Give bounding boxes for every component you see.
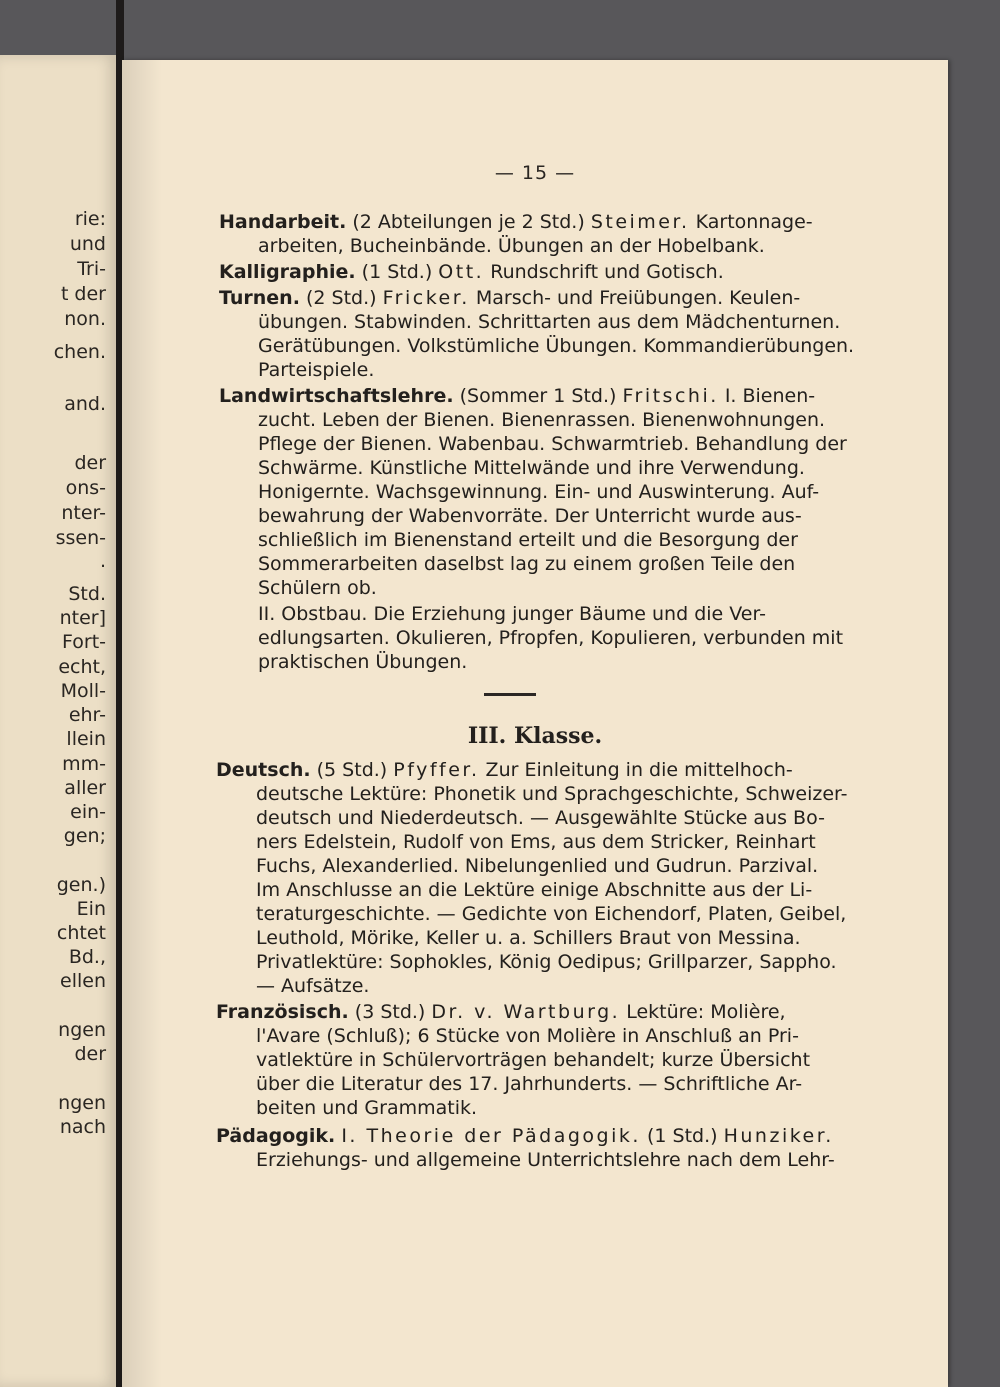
deutsch-line-5: Fuchs, Alexanderlied. Nibelungenlied und Gudrun. Parzival. [256,855,819,877]
landwirtschaft-line-8: Sommerarbeiten daselbst lag zu einem großen Teile den [258,553,796,575]
left-page-fragment: ngen [58,1019,106,1041]
body-text: Rundschrift und Gotisch. [490,261,724,283]
deutsch-line-3: deutsch und Niederdeutsch. — Ausgewählte Stücke aus Bo- [256,807,825,829]
hours-text: (1 Std.) [646,1125,718,1147]
handarbeit-line-1 [219,210,813,234]
paedagogik-line-2: Erziehungs- und allgemeine Unterrichtslehre nach dem Lehr- [256,1149,835,1171]
left-page-fragment: Ein [76,898,106,920]
left-page-fragment: der [74,452,106,474]
kalligraphie-line-1 [219,260,724,284]
teacher-name: Ott. [438,261,485,283]
deutsch-line-2: deutsche Lektüre: Phonetik und Sprachgeschichte, Schweizer- [256,783,848,805]
left-page-fragment: llein [66,728,106,750]
left-page-fragment: nach [59,1116,106,1138]
class-heading: III. Klasse. [467,723,603,749]
body-text: Marsch- und Freiübungen. Keulen- [475,287,801,309]
subject-label: Landwirtschaftslehre. [219,385,454,407]
left-page-fragment: nter- [61,502,106,524]
landwirtschaft-line-6: bewahrung der Wabenvorräte. Der Unterricht wurde aus- [258,505,802,527]
subject-label: Handarbeit. [219,211,347,233]
franzoesisch-line-5: beiten und Grammatik. [256,1097,478,1119]
paedagogik-line-1 [216,1124,834,1148]
teacher-name: Fritschi. [622,385,719,407]
handarbeit-line-2: arbeiten, Bucheinbände. Übungen an der Hobelbank. [258,235,765,257]
turnen-line-3: Gerätübungen. Volkstümliche Übungen. Kommandierübungen. [258,335,855,357]
left-page-fragment: gen; [63,825,106,847]
left-page-fragment: and. [64,393,106,415]
franzoesisch-line-4: über die Literatur des 17. Jahrhunderts. — Schriftliche Ar- [256,1073,803,1095]
teacher-name: Fricker. [382,287,470,309]
left-page-fragment: ngen [58,1092,106,1114]
hours-text: (2 Std.) [305,287,377,309]
left-page-fragment: gen.) [56,874,106,896]
left-page-fragment: chen. [53,341,106,363]
hours-text: (1 Std.) [361,261,433,283]
left-page-fragment: ellen [60,970,106,992]
landwirtschaft-line-2: zucht. Leben der Bienen. Bienenrassen. Bienenwohnungen. [258,409,826,431]
body-text: Kartonnage- [695,211,813,233]
left-page-fragment: non. [64,308,106,330]
subject-label: Französisch. [216,1001,349,1023]
deutsch-line-9: Privatlektüre: Sophokles, König Oedipus; Grillparzer, Sappho. [256,951,837,973]
deutsch-line-8: Leuthold, Mörike, Keller u. a. Schillers Braut von Messina. [256,927,801,949]
left-page-fragment: Std. [68,583,106,605]
teacher-name: Dr. v. Wartburg. [431,1001,621,1023]
deutsch-line-7: teraturgeschichte. — Gedichte von Eichendorf, Platen, Geibel, [256,903,847,925]
left-page-fragment: echt, [58,656,106,678]
body-text: Lektüre: Molière, [626,1001,786,1023]
franzoesisch-line-2: l'Avare (Schluß); 6 Stücke von Molière in Anschluß an Pri- [256,1025,799,1047]
left-page-fragment: der [74,1043,106,1065]
deutsch-line-1 [216,758,793,782]
body-text: Zur Einleitung in die mittelhoch- [485,759,793,781]
subject-label: Kalligraphie. [219,261,356,283]
page-number: — 15 — [494,162,576,184]
landwirtschaft-line-7: schließlich im Bienenstand erteilt und die Besorgung der [258,529,798,551]
teacher-name: Hunziker. [723,1125,834,1147]
left-page-fragment: Tri- [77,258,106,280]
subject-label: Turnen. [219,287,300,309]
landwirtschaft-line-12: praktischen Übungen. [258,651,468,673]
left-page-fragment: aller [64,777,106,799]
teacher-name: Pfyffer. [393,759,480,781]
deutsch-line-4: ners Edelstein, Rudolf von Ems, aus dem Stricker, Reinhart [256,831,816,853]
hours-text: (2 Abteilungen je 2 Std.) [352,211,585,233]
hours-text: (Sommer 1 Std.) [459,385,617,407]
hours-text: (3 Std.) [354,1001,426,1023]
turnen-line-1 [219,286,800,310]
landwirtschaft-line-1 [219,384,815,408]
left-page-fragment: ein- [70,801,106,823]
landwirtschaft-line-9: Schülern ob. [258,577,377,599]
left-page-fragment: t der [60,283,106,305]
deutsch-line-10: — Aufsätze. [256,975,370,997]
landwirtschaft-line-3: Pflege der Bienen. Wabenbau. Schwarmtrieb. Behandlung der [258,433,847,455]
left-page-fragment: Fort- [62,631,106,653]
landwirtschaft-line-11: edlungsarten. Okulieren, Pfropfen, Kopulieren, verbunden mit [258,627,844,649]
landwirtschaft-line-10: II. Obstbau. Die Erziehung junger Bäume und die Ver- [258,603,766,625]
left-page-fragment: nter] [59,607,106,629]
left-page-fragment: ssen- [55,527,106,549]
franzoesisch-line-1 [216,1000,786,1024]
left-page-fragment: ehr- [68,704,106,726]
body-text: I. Bienen- [724,385,816,407]
teacher-name: Steimer. [590,211,690,233]
left-page-fragment: chtet [56,922,106,944]
turnen-line-2: übungen. Stabwinden. Schrittarten aus dem Mädchenturnen. [258,311,841,333]
subject-label: Pädagogik. [216,1125,336,1147]
left-page-fragment: ons- [65,477,106,499]
body-text: I. Theorie der Pädagogik. [341,1125,641,1147]
left-page-fragment: und [69,233,106,255]
left-page-fragment: rie: [74,208,106,230]
right-page [122,60,948,1387]
hours-text: (5 Std.) [316,759,388,781]
left-page-fragment: Moll- [60,680,106,702]
turnen-line-4: Parteispiele. [258,359,375,381]
left-page-fragment: Bd., [68,946,106,968]
deutsch-line-6: Im Anschlusse an die Lektüre einige Abschnitte aus der Li- [256,879,813,901]
section-divider [484,693,536,696]
left-page-edge [0,55,118,1387]
left-page-fragment: mm- [62,753,106,775]
landwirtschaft-line-5: Honigernte. Wachsgewinnung. Ein- und Auswinterung. Auf- [258,481,820,503]
subject-label: Deutsch. [216,759,311,781]
franzoesisch-line-3: vatlektüre in Schülervorträgen behandelt; kurze Übersicht [256,1049,811,1071]
landwirtschaft-line-4: Schwärme. Künstliche Mittelwände und ihre Verwendung. [258,457,805,479]
left-page-fragment: . [99,550,106,572]
